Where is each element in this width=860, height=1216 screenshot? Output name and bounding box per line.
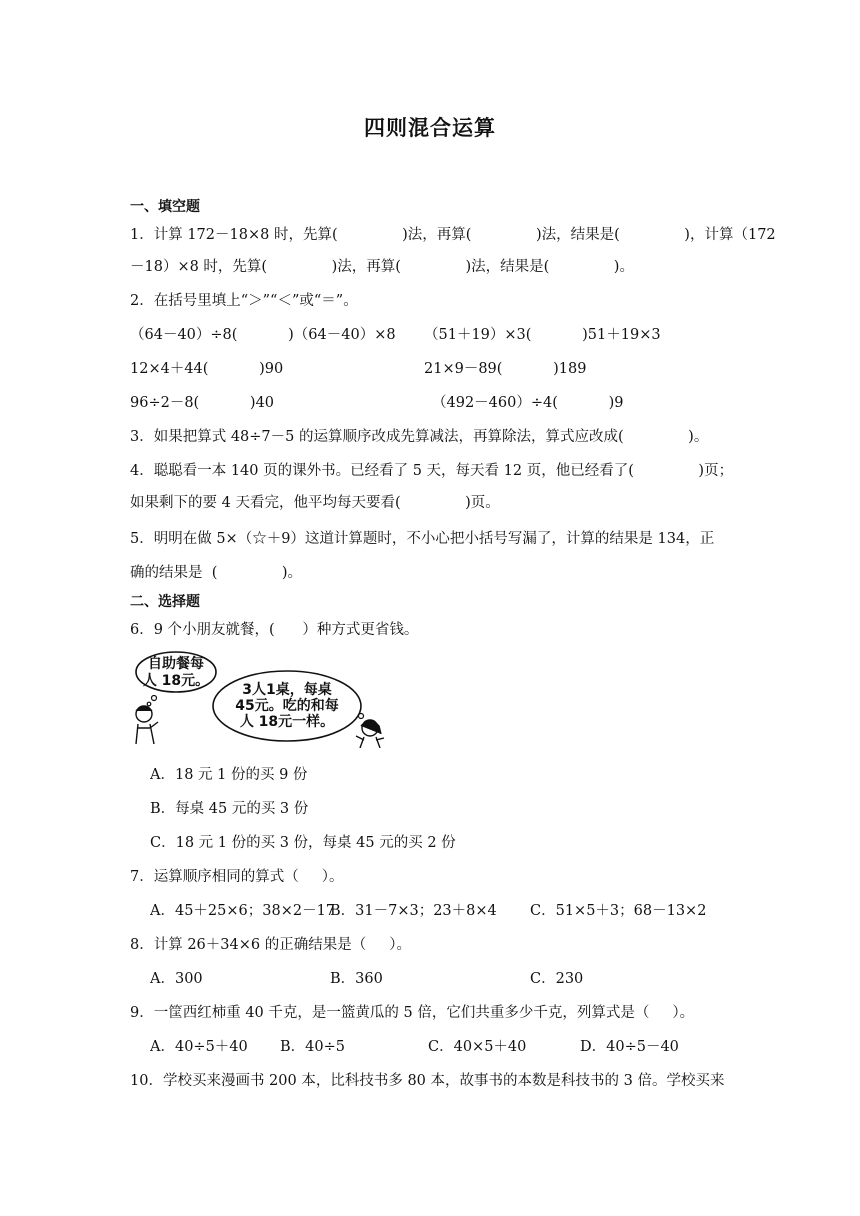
- q9-option-a: A．40÷5＋40: [150, 1039, 248, 1055]
- q1-line1: 1．计算 172－18×8 时，先算( )法，再算( )法，结果是( )，计算（172: [130, 227, 776, 243]
- q1-line2: －18）×8 时，先算( )法，再算( )法，结果是( )。: [130, 259, 634, 275]
- q2-row3-right: （492－460）÷4( )9: [432, 395, 624, 411]
- q6-option-a: A．18 元 1 份的买 9 份: [150, 767, 308, 783]
- q6-option-c: C．18 元 1 份的买 3 份，每桌 45 元的买 2 份: [150, 835, 456, 851]
- page-title: 四则混合运算: [364, 116, 496, 140]
- q2-row1-left: （64－40）÷8( )（64－40）×8: [130, 327, 396, 343]
- q8-option-a: A．300: [150, 971, 203, 987]
- q8-option-c: C．230: [530, 971, 584, 987]
- q2-row1-right: （51＋19）×3( )51＋19×3: [424, 327, 661, 343]
- q7-option-c: C．51×5＋3；68－13×2: [530, 903, 707, 919]
- q6-stem: 6．9 个小朋友就餐，( ）种方式更省钱。: [130, 622, 419, 638]
- q2-row2-left: 12×4＋44( )90: [130, 361, 284, 377]
- q9-option-b: B．40÷5: [280, 1039, 345, 1055]
- q8-stem: 8．计算 26＋34×6 的正确结果是（ ）。: [130, 937, 412, 953]
- q8-option-b: B．360: [330, 971, 383, 987]
- q5-line2: 确的结果是 ( )。: [130, 565, 303, 581]
- bubble2-line3: 人 18元一样。: [239, 714, 335, 730]
- q7-option-a: A．45＋25×6；38×2－17: [150, 903, 336, 919]
- q10-line1: 10．学校买来漫画书 200 本，比科技书多 80 本，故事书的本数是科技书的 3 倍。学校买来: [130, 1073, 725, 1089]
- q4-line2: 如果剩下的要 4 天看完，他平均每天要看( )页。: [130, 495, 500, 511]
- q2-row2-right: 21×9－89( )189: [424, 361, 587, 377]
- bubble1-line1: 自助餐每: [148, 656, 204, 672]
- q7-stem: 7．运算顺序相同的算式（ ）。: [130, 869, 344, 885]
- q2-row3-left: 96÷2－8( )40: [130, 395, 275, 411]
- q6-illustration: [130, 648, 390, 748]
- q9-stem: 9．一筐西红柿重 40 千克，是一篮黄瓜的 5 倍，它们共重多少千克，列算式是（ ）。: [130, 1005, 695, 1021]
- boy-figure-icon: [136, 706, 158, 744]
- bubble2-line2: 45元。吃的和每: [235, 698, 339, 714]
- bubble1-line2: 人 18元。: [142, 673, 210, 689]
- q5-line1: 5．明明在做 5×（☆＋9）这道计算题时，不小心把小括号写漏了，计算的结果是 134，正: [130, 531, 715, 547]
- q7-option-b: B．31－7×3；23＋8×4: [330, 903, 497, 919]
- girl-figure-icon: [356, 720, 384, 748]
- q2-stem: 2．在括号里填上“＞”“＜”或“＝”。: [130, 293, 358, 309]
- bubble2-line1: 3人1桌，每桌: [242, 682, 332, 698]
- q9-option-c: C．40×5＋40: [428, 1039, 527, 1055]
- q3: 3．如果把算式 48÷7－5 的运算顺序改成先算减法，再算除法，算式应改成( )。: [130, 429, 709, 445]
- q9-option-d: D．40÷5－40: [580, 1039, 679, 1055]
- q6-option-b: B．每桌 45 元的买 3 份: [150, 801, 309, 817]
- section-heading-fill-in: 一、填空题: [130, 199, 200, 215]
- section-heading-choice: 二、选择题: [130, 594, 200, 610]
- q4-line1: 4．聪聪看一本 140 页的课外书。已经看了 5 天，每天看 12 页，他已经看了( )页；: [130, 463, 734, 479]
